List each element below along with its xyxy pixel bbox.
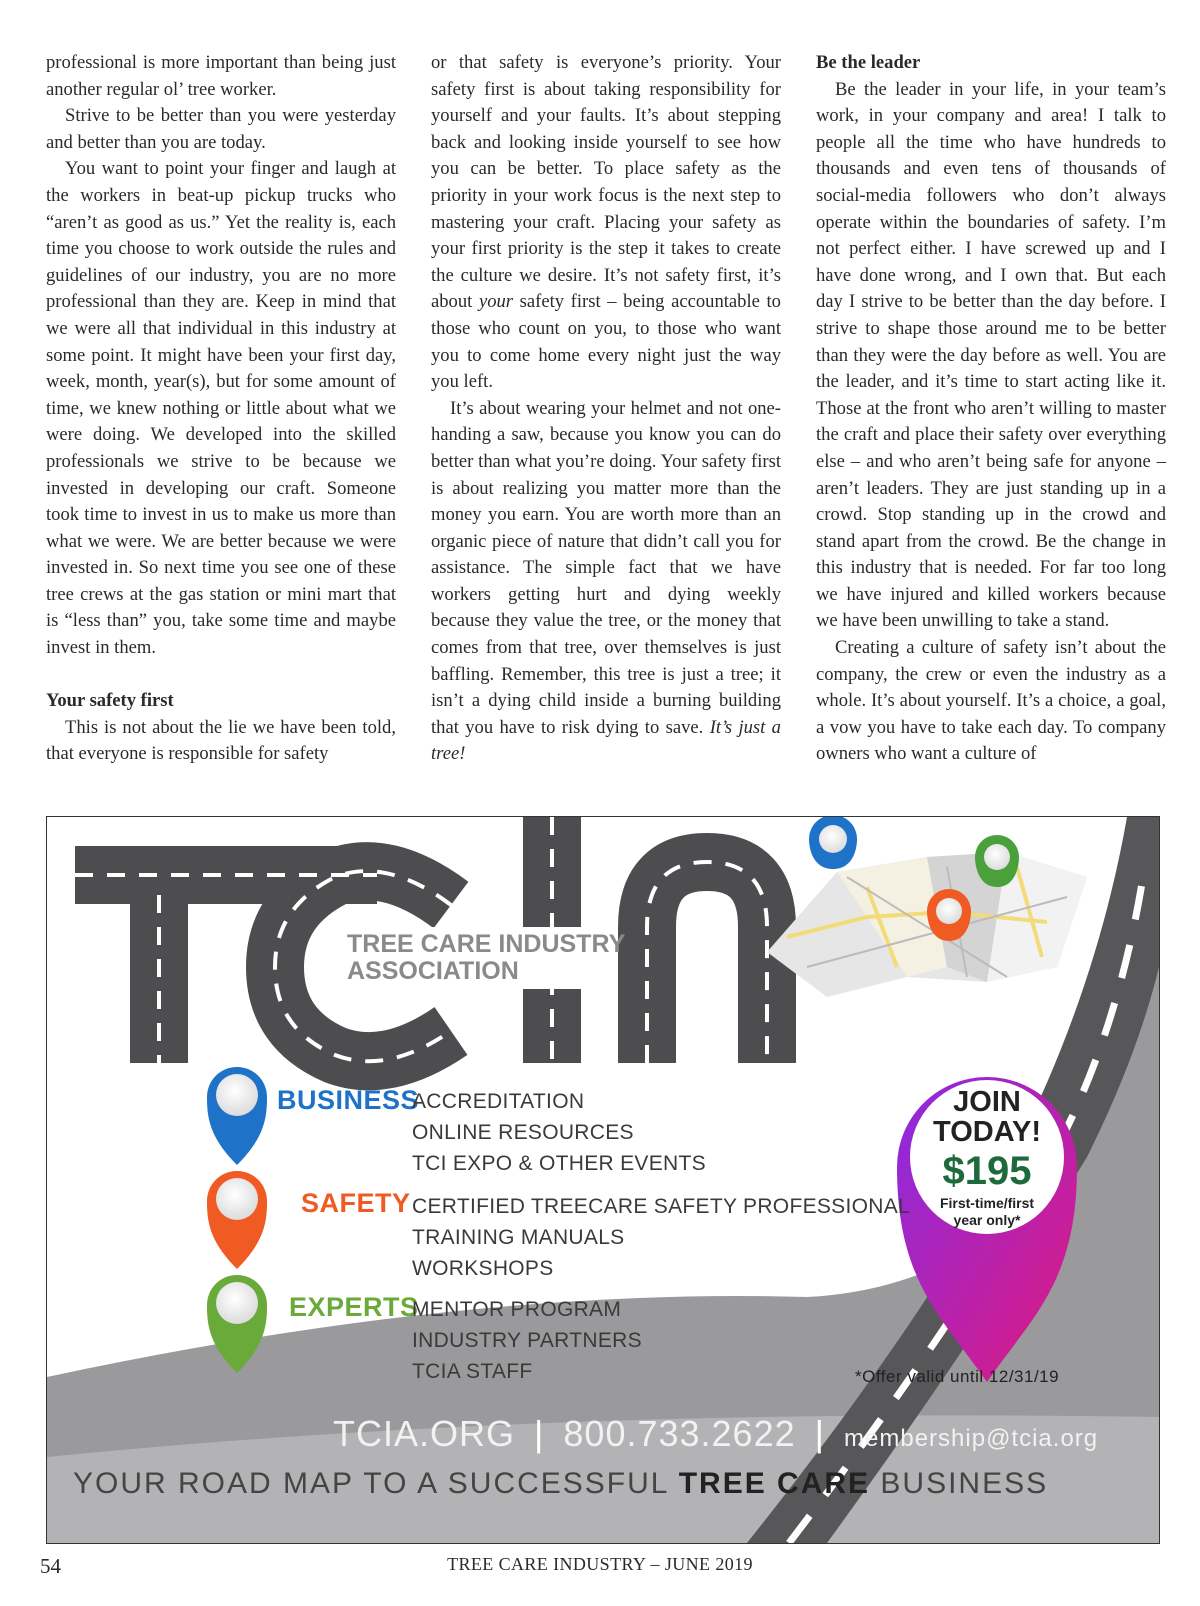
text-run: It’s about wearing your helmet and not one-handing a saw, because you know you can do better than what you’re doing. Your safety first is about realizing you matter more than the money you earn. You are worth more than an organic piece of nature that didn’t call you for assistance. The simple fact that we have workers getting hurt and dying weekly because they value the tree, or the money that comes from that tree, over themselves is just baffling. Remember, this tree is just a tree; it isn’t a dying child inside a burning building that you have to risk dying to save.: [431, 397, 781, 738]
phone-number[interactable]: 800.733.2622: [563, 1413, 796, 1454]
tcia-advertisement[interactable]: [46, 816, 1160, 1544]
divider: |: [814, 1413, 825, 1454]
business-pin-icon: [207, 1067, 267, 1165]
text-run: safety first – being accountable to those who count on you, to those who want you to come home every night just the way you left.: [431, 291, 781, 393]
paragraph: professional is more important than being just another regular ol’ tree worker.: [46, 52, 396, 100]
list-item: WORKSHOPS: [412, 1257, 554, 1280]
map-pin-blue-icon: [809, 817, 857, 869]
list-item: TCIA STAFF: [412, 1360, 533, 1383]
emphasis: It’s just a tree!: [431, 716, 781, 765]
safety-pin-icon: [207, 1171, 267, 1269]
category-business-label: BUSINESS: [277, 1085, 420, 1115]
list-item: CERTIFIED TREECARE SAFETY PROFESSIONAL: [412, 1195, 911, 1218]
org-name: [347, 931, 625, 985]
join-today-callout[interactable]: [910, 1087, 1064, 1229]
tagline-text: YOUR ROAD MAP TO A SUCCESSFUL: [73, 1467, 679, 1500]
tagline-text: BUSINESS: [870, 1467, 1049, 1500]
category-experts-label: EXPERTS: [289, 1292, 419, 1322]
list-item: TRAINING MANUALS: [412, 1226, 625, 1249]
list-item: TCI EXPO & OTHER EVENTS: [412, 1152, 706, 1175]
offer-disclaimer: *Offer valid until 12/31/19: [855, 1367, 1060, 1386]
article-column-1: [46, 50, 396, 768]
website-link[interactable]: TCIA.ORG: [333, 1413, 516, 1454]
article-column-2: [431, 50, 781, 768]
map-pin-green-icon: [975, 835, 1019, 887]
letter-a: [647, 862, 767, 1063]
org-name-line-1: TREE CARE INDUSTRY: [347, 930, 626, 958]
list-item: INDUSTRY PARTNERS: [412, 1329, 642, 1352]
join-line-1: JOIN: [953, 1086, 1021, 1118]
divider: |: [534, 1413, 545, 1454]
page-number: 54: [40, 1554, 61, 1578]
map-illustration: [767, 852, 1087, 997]
section-heading-be-the-leader: Be the leader: [816, 52, 921, 73]
join-line-2: TODAY!: [933, 1116, 1041, 1148]
join-note-line-2: year only*: [953, 1212, 1021, 1228]
contact-line: [333, 1413, 1098, 1455]
paragraph: [431, 50, 781, 396]
paragraph: Strive to be better than you were yesterday and better than you are today.: [46, 105, 396, 153]
list-item: MENTOR PROGRAM: [412, 1298, 622, 1321]
emphasis: your: [478, 291, 514, 313]
map-pin-orange-icon: [927, 889, 971, 941]
paragraph: You want to point your finger and laugh at the workers in beat-up pickup trucks who “aren’t as good as us.” Yet the reality is, each time you choose to work outside the rules and guidelines of our industry, you are no more professional than they are. Keep in mind that we were all that individual in this industry at some point. It might have been your first day, week, month, year(s), but for some amount of time, we knew nothing or little about what we were doing. We developed into the skilled professionals we strive to be because we invested in developing our craft. Someone took time to invest in us to make us more than what we were. We are better because we were invested in. So next time you see one of these tree crews at the gas station or mini mart that is “less than” you, take some time and maybe invest in them.: [46, 158, 396, 659]
paragraph: Creating a culture of safety isn’t about the company, the crew or even the industry as a whole. It’s about yourself. It’s a choice, a goal, a vow you have to take each day. To company owners who want a culture of: [816, 637, 1166, 765]
org-name-line-2: ASSOCIATION: [347, 957, 519, 985]
paragraph: This is not about the lie we have been told, that everyone is responsible for safety: [46, 716, 396, 765]
ad-tagline: [73, 1467, 1048, 1501]
join-price: $195: [942, 1149, 1032, 1193]
section-heading-safety-first: Your safety first: [46, 690, 174, 712]
list-item: ACCREDITATION: [412, 1090, 585, 1113]
list-item: ONLINE RESOURCES: [412, 1121, 634, 1144]
article-column-3: [816, 50, 1166, 768]
publication-footer: TREE CARE INDUSTRY – JUNE 2019: [447, 1554, 753, 1574]
category-safety-label: SAFETY: [301, 1188, 411, 1218]
text-run: or that safety is everyone’s priority. Your safety first is about taking responsibility for yourself and your faults. It’s about stepping back and looking inside yourself to see how you can be better. To place safety as the priority in your work focus is the next step to mastering your craft. Placing your safety as your first priority is the step it takes to create the culture we desire. It’s not safety first, it’s about: [431, 52, 781, 313]
paragraph: Be the leader in your life, in your team’s work, in your company and area! I talk to people all the time who have hundreds to thousands and even tens of thousands of social-media followers who don’t always operate within the boundaries of safety. I’m not perfect either. I have screwed up and I have done wrong, and I own that. But each day I strive to be better than the day before. I strive to shape those around me to be better than they were the day before as well. You are the leader, and it’s time to start acting like it. Those at the front who aren’t willing to master the craft and place their safety over everything else – and who aren’t being safe for anyone – aren’t leaders. They are just standing up in a crowd. Stop standing up in the crowd and stand apart from the crowd. Be the change in this industry that is needed. For far too long we have injured and killed workers because we have been unwilling to take a stand.: [816, 78, 1166, 632]
paragraph: [431, 396, 781, 768]
tagline-bold: TREE CARE: [678, 1467, 871, 1500]
join-note-line-1: First-time/first: [939, 1195, 1035, 1211]
email-link[interactable]: membership@tcia.org: [844, 1425, 1099, 1452]
